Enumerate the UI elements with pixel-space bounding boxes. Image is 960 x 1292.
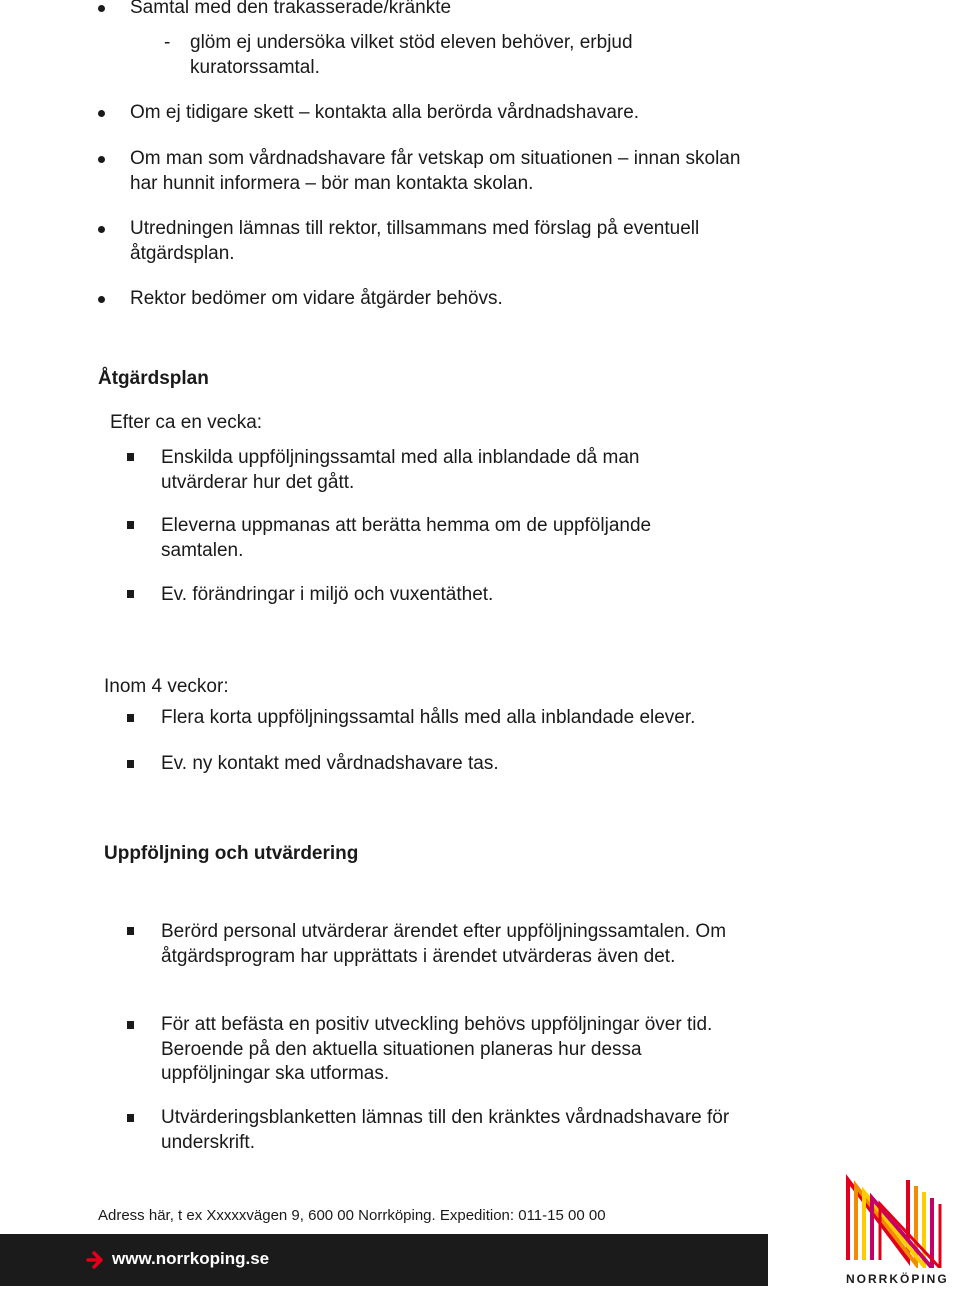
followup-item: För att befästa en positiv utveckling behövs uppföljningar över tid. Beroende på den aktuella situationen planeras hur dessa uppföljningar ska utformas. (161, 1014, 713, 1084)
followup-item: Berörd personal utvärderar ärendet efter uppföljningssamtalen. Om åtgärdsprogram har upprättats i ärendet utvärderas även det. (161, 921, 727, 967)
bullet-text: Om man som vårdnadshavare får vetskap om situationen – innan skolan har hunnit informera – bör man kontakta skolan. (130, 148, 741, 194)
bullet-text: Om ej tidigare skett – kontakta alla berörda vårdnadshavare. (130, 102, 640, 123)
bullet-text: Rektor bedömer om vidare åtgärder behövs. (130, 288, 503, 309)
bullet-dot (98, 5, 105, 12)
week-item: Ev. förändringar i miljö och vuxentäthet. (161, 584, 494, 605)
bullet-text: Utredningen lämnas till rektor, tillsammans med förslag på eventuell åtgärdsplan. (130, 218, 700, 264)
sub-dash-mark: - (164, 32, 171, 53)
bullet-dot (98, 110, 105, 117)
square-bullet (127, 760, 134, 768)
footer-bar (0, 1234, 768, 1286)
square-bullet (127, 927, 134, 935)
section-heading-uppfoljning: Uppföljning och utvärdering (104, 843, 359, 864)
four-weeks-label: Inom 4 veckor: (104, 676, 229, 697)
week-item: Eleverna uppmanas att berätta hemma om de uppföljande samtalen. (161, 515, 652, 561)
square-bullet (127, 453, 134, 461)
square-bullet (127, 1021, 134, 1029)
bullet-dot (98, 226, 105, 233)
four-weeks-item: Ev. ny kontakt med vårdnadshavare tas. (161, 753, 499, 774)
followup-item: Utvärderingsblanketten lämnas till den kränktes vårdnadshavare för underskrift. (161, 1107, 730, 1153)
section-heading-atgardsplan: Åtgärdsplan (98, 368, 209, 389)
bullet-text: Samtal med den trakasserade/kränkte (130, 0, 452, 18)
four-weeks-item: Flera korta uppföljningssamtal hålls med alla inblandade elever. (161, 707, 696, 728)
square-bullet (127, 1114, 134, 1122)
square-bullet (127, 714, 134, 722)
week-label: Efter ca en vecka: (110, 412, 263, 433)
website-link[interactable]: www.norrkoping.se (112, 1249, 270, 1268)
bullet-dot (98, 296, 105, 303)
arrow-right-icon (86, 1250, 104, 1278)
logo-wordmark: NORRKÖPING (846, 1272, 949, 1286)
week-item: Enskilda uppföljningssamtal med alla inblandade då man utvärderar hur det gått. (161, 447, 640, 493)
square-bullet (127, 590, 134, 598)
sub-dash-text: glöm ej undersöka vilket stöd eleven behöver, erbjud kuratorssamtal. (190, 32, 633, 78)
footer-address: Adress här, t ex Xxxxxvägen 9, 600 00 Norrköping. Expedition: 011-15 00 00 (98, 1207, 606, 1224)
bullet-dot (98, 156, 105, 163)
square-bullet (127, 521, 134, 529)
